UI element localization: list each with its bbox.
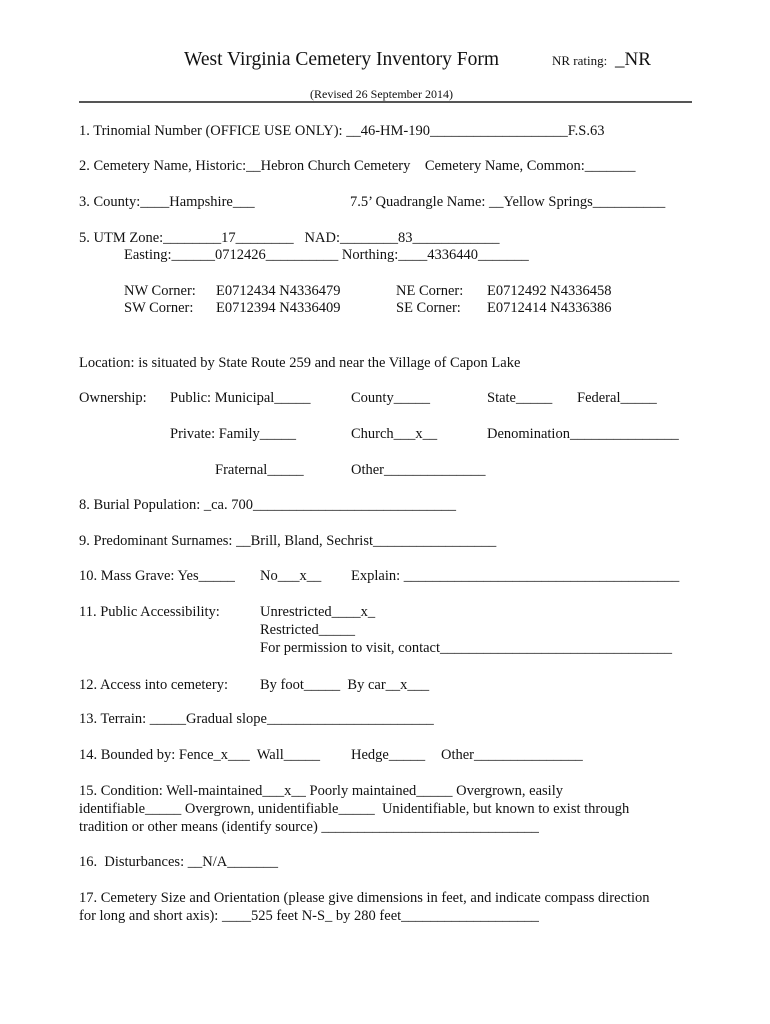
- ownership-denomination: Denomination_______________: [487, 426, 679, 442]
- condition-line-1: 15. Condition: Well-maintained___x__ Poorly maintained_____ Overgrown, easily: [79, 783, 563, 799]
- access-value: By foot_____ By car__x___: [260, 677, 430, 693]
- ownership-state: State_____: [487, 390, 553, 406]
- condition-line-3: tradition or other means (identify source) ______________________________: [79, 819, 539, 835]
- utm-zone-field: 5. UTM Zone:________17________ NAD:________83____________: [79, 230, 500, 246]
- terrain-field: 13. Terrain: _____Gradual slope_______________________: [79, 711, 434, 727]
- nr-rating-label: NR rating:: [552, 53, 608, 68]
- accessibility-permission-contact: For permission to visit, contact________________________________: [260, 640, 673, 656]
- access-label: 12. Access into cemetery:: [79, 677, 228, 693]
- bounded-hedge: Hedge_____: [351, 747, 426, 763]
- nw-corner-label: NW Corner:: [124, 283, 196, 299]
- se-corner-value: E0712414 N4336386: [487, 300, 612, 316]
- nw-corner-value: E0712434 N4336479: [216, 283, 341, 299]
- mass-grave-label: 10. Mass Grave: Yes_____: [79, 568, 235, 584]
- ownership-other: Other______________: [351, 462, 486, 478]
- sw-corner-label: SW Corner:: [124, 300, 194, 316]
- ownership-county: County_____: [351, 390, 430, 406]
- mass-grave-no: No___x__: [260, 568, 322, 584]
- ne-corner-label: NE Corner:: [396, 283, 464, 299]
- bounded-other: Other_______________: [441, 747, 583, 763]
- ne-corner-value: E0712492 N4336458: [487, 283, 612, 299]
- sw-corner-value: E0712394 N4336409: [216, 300, 341, 316]
- mass-grave-explain: Explain: ______________________________________: [351, 568, 680, 584]
- burial-population-field: 8. Burial Population: _ca. 700____________________________: [79, 497, 456, 513]
- disturbances-field: 16. Disturbances: __N/A_______: [79, 854, 278, 870]
- ownership-public-municipal: Public: Municipal_____: [170, 390, 311, 406]
- ownership-label: Ownership:: [79, 390, 147, 406]
- surnames-field: 9. Predominant Surnames: __Brill, Bland, Sechrist_________________: [79, 533, 497, 549]
- accessibility-restricted: Restricted_____: [260, 622, 356, 638]
- trinomial-number-field: 1. Trinomial Number (OFFICE USE ONLY): __46-HM-190___________________F.S.63: [79, 123, 605, 139]
- location-field: Location: is situated by State Route 259 and near the Village of Capon Lake: [79, 355, 521, 371]
- header-divider: [79, 101, 692, 103]
- revision-date: (Revised 26 September 2014): [310, 87, 453, 101]
- size-orientation-line-1: 17. Cemetery Size and Orientation (please give dimensions in feet, and indicate compass direction: [79, 890, 650, 906]
- ownership-church: Church___x__: [351, 426, 438, 442]
- condition-line-2: identifiable_____ Overgrown, unidentifiable_____ Unidentifiable, but known to exist through: [79, 801, 630, 817]
- easting-northing-field: Easting:______0712426__________ Northing:____4336440_______: [124, 247, 529, 263]
- county-field: 3. County:____Hampshire___: [79, 194, 255, 210]
- size-orientation-line-2: for long and short axis): ____525 feet N-S_ by 280 feet___________________: [79, 908, 539, 924]
- accessibility-unrestricted: Unrestricted____x_: [260, 604, 376, 620]
- ownership-fraternal: Fraternal_____: [215, 462, 304, 478]
- cemetery-name-field: 2. Cemetery Name, Historic:__Hebron Church Cemetery Cemetery Name, Common:_______: [79, 158, 636, 174]
- quadrangle-field: 7.5’ Quadrangle Name: __Yellow Springs__________: [350, 194, 666, 210]
- public-accessibility-label: 11. Public Accessibility:: [79, 604, 220, 620]
- se-corner-label: SE Corner:: [396, 300, 461, 316]
- ownership-federal: Federal_____: [577, 390, 657, 406]
- bounded-by-field: 14. Bounded by: Fence_x___ Wall_____: [79, 747, 321, 763]
- form-title: West Virginia Cemetery Inventory Form: [184, 49, 499, 70]
- nr-rating-value: _NR: [615, 49, 651, 70]
- ownership-private-family: Private: Family_____: [170, 426, 297, 442]
